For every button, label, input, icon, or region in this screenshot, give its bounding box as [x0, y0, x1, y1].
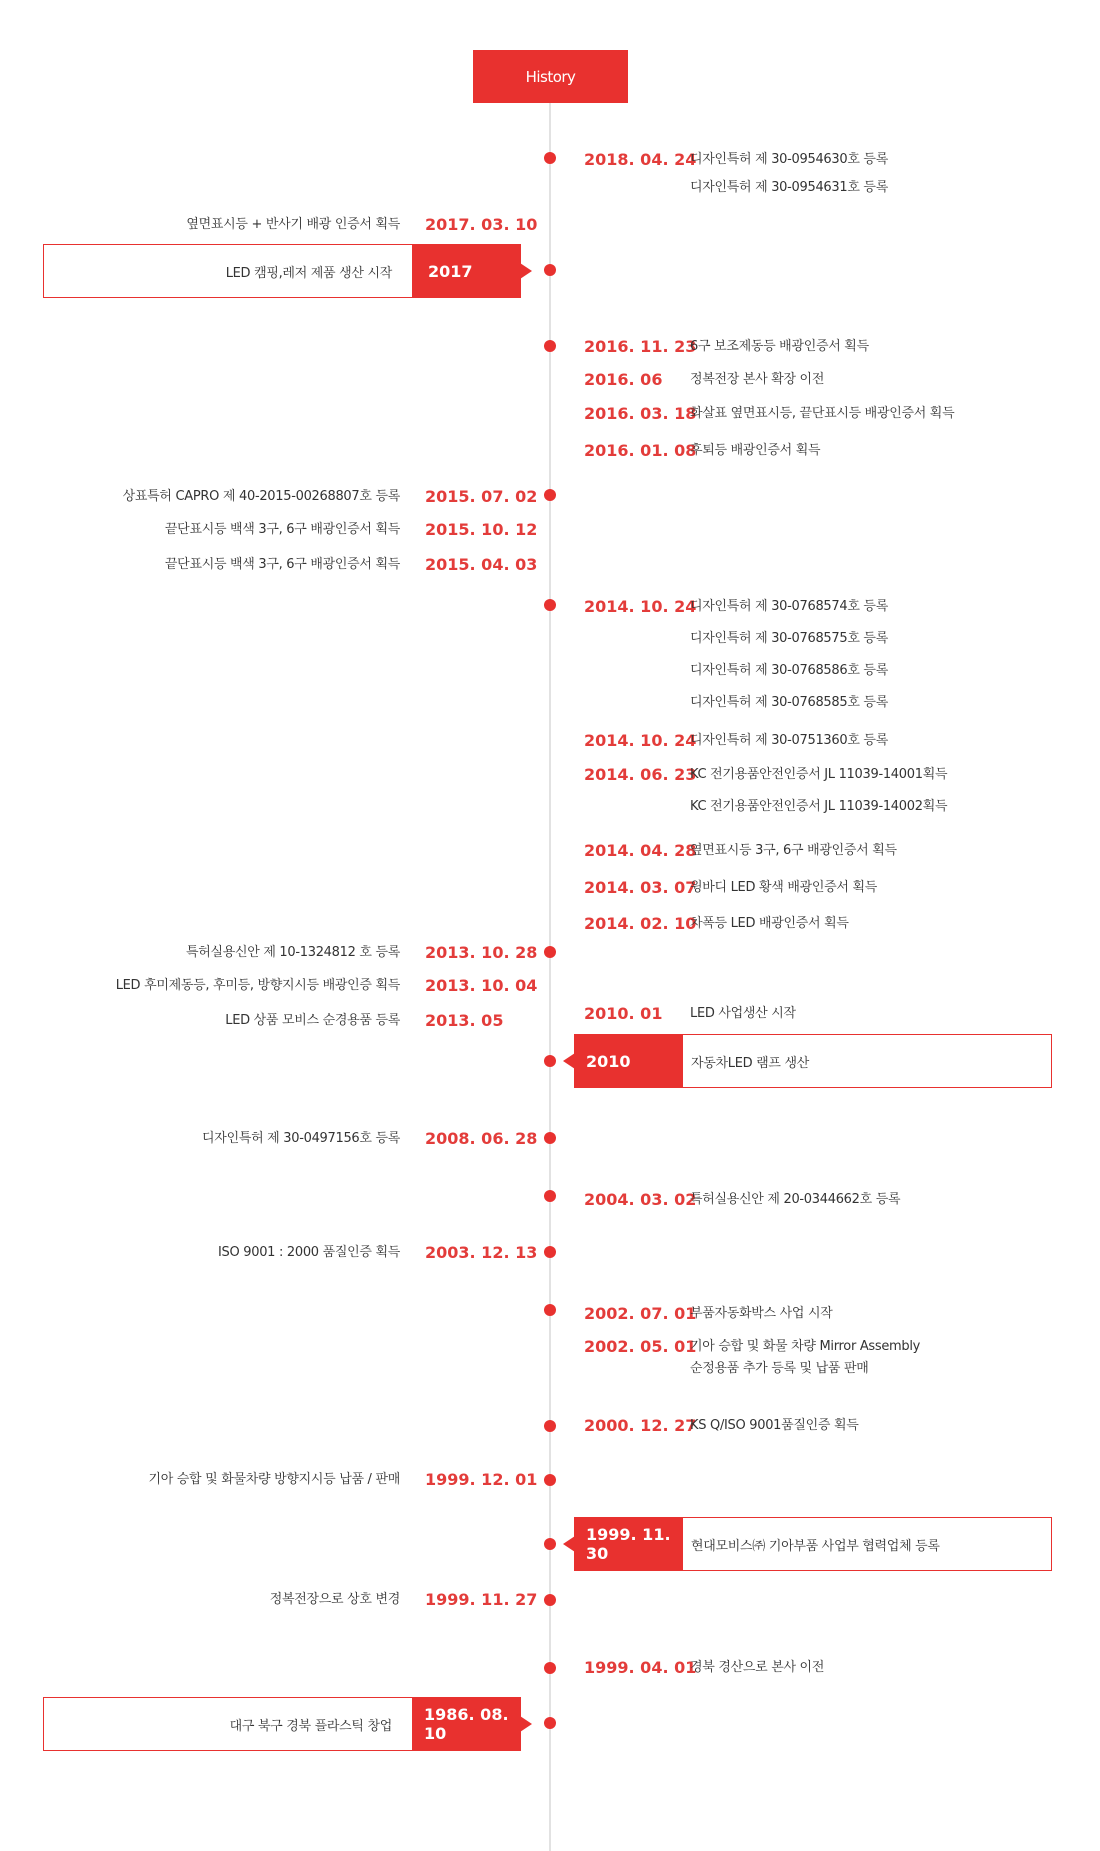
timeline-event-text: 기아 승합 및 화물 차량 Mirror Assembly [690, 1339, 921, 1354]
timeline-date: 2014. 03. 07 [584, 878, 697, 897]
timeline-event-text: 기아 승합 및 화물차량 방향지시등 납품 / 판매 [148, 1472, 400, 1487]
timeline-date: 2013. 05 [425, 1011, 504, 1030]
timeline-event-text: 특허실용신안 제 20-0344662호 등록 [690, 1192, 901, 1207]
timeline-date: 2010. 01 [584, 1004, 663, 1023]
timeline-event-text: 윙바디 LED 황색 배광인증서 획득 [690, 880, 877, 895]
timeline-dot [544, 1662, 556, 1674]
timeline-event-text: 화살표 옆면표시등, 끝단표시등 배광인증서 획득 [690, 406, 955, 421]
timeline-date: 1999. 11. 27 [425, 1590, 538, 1609]
timeline-date: 2017. 03. 10 [425, 215, 538, 234]
highlight-box-2017 [43, 244, 521, 298]
timeline-dot [544, 264, 556, 276]
timeline-date: 1999. 12. 01 [425, 1470, 538, 1489]
highlight-text: 대구 북구 경북 플라스틱 창업 [229, 1718, 392, 1734]
timeline-date: 2015. 07. 02 [425, 487, 538, 506]
timeline-event-text: LED 상품 모비스 순경용품 등록 [225, 1013, 400, 1028]
timeline-date: 2014. 10. 24 [584, 731, 697, 750]
highlight-box-1999 [574, 1517, 1052, 1571]
timeline-event-text: 디자인특허 제 30-0768574호 등록 [690, 599, 888, 614]
timeline-event-text: ISO 9001 : 2000 품질인증 획득 [218, 1245, 400, 1260]
timeline-dot [544, 1717, 556, 1729]
timeline-date: 2014. 02. 10 [584, 914, 697, 933]
timeline-dot [544, 1190, 556, 1202]
timeline-event-text: 끝단표시등 백색 3구, 6구 배광인증서 획득 [164, 522, 400, 537]
highlight-label: 2017 [412, 245, 520, 297]
timeline-event-text: 특허실용신안 제 10-1324812 호 등록 [185, 945, 400, 960]
timeline-dot [544, 1304, 556, 1316]
timeline-event-text: 6구 보조제동등 배광인증서 획득 [690, 339, 869, 354]
timeline-date: 2002. 05. 01 [584, 1337, 697, 1356]
highlight-label: 2010 [575, 1035, 683, 1087]
timeline-event-text: KS Q/ISO 9001품질인증 획득 [690, 1418, 859, 1433]
timeline-event-text: 옆면표시등 + 반사기 배광 인증서 획득 [186, 217, 400, 232]
timeline-event-text: 디자인특허 제 30-0768575호 등록 [690, 631, 888, 646]
timeline-dot [544, 1055, 556, 1067]
timeline-event-text: 정복전장으로 상호 변경 [269, 1592, 400, 1607]
timeline-event-text: 디자인특허 제 30-0768585호 등록 [690, 695, 888, 710]
timeline-dot [544, 599, 556, 611]
timeline-date: 2015. 10. 12 [425, 520, 538, 539]
timeline-dot [544, 1474, 556, 1486]
timeline-event-text: LED 후미제동등, 후미등, 방향지시등 배광인증 획득 [115, 978, 400, 993]
timeline-event-text: 상표특허 CAPRO 제 40-2015-00268807호 등록 [122, 489, 400, 504]
highlight-arrow [563, 1053, 575, 1069]
history-title-badge: History [473, 50, 628, 103]
highlight-label: 1999. 11. 30 [575, 1518, 683, 1570]
highlight-text: LED 캠핑,레저 제품 생산 시작 [225, 265, 392, 281]
timeline-dot [544, 1132, 556, 1144]
timeline-dot [544, 1246, 556, 1258]
timeline-dot [544, 340, 556, 352]
timeline-date: 2016. 03. 18 [584, 404, 697, 423]
highlight-text: 자동차LED 램프 생산 [691, 1055, 810, 1071]
timeline-event-text: 정복전장 본사 확장 이전 [690, 372, 825, 387]
timeline-date: 2003. 12. 13 [425, 1243, 538, 1262]
timeline-date: 2014. 06. 23 [584, 765, 697, 784]
timeline-event-text: 디자인특허 제 30-0954631호 등록 [690, 180, 888, 195]
timeline-event-text: 후퇴등 배광인증서 획득 [690, 443, 821, 458]
timeline-event-text: 순정용품 추가 등록 및 납품 판매 [690, 1361, 869, 1376]
timeline-date: 2014. 04. 28 [584, 841, 697, 860]
timeline-date: 1999. 04. 01 [584, 1658, 697, 1677]
timeline-event-text: KC 전기용품안전인증서 JL 11039-14001획득 [690, 767, 948, 782]
highlight-arrow [563, 1536, 575, 1552]
timeline-event-text: 디자인특허 제 30-0768586호 등록 [690, 663, 888, 678]
highlight-arrow [520, 263, 532, 279]
highlight-box-1986 [43, 1697, 521, 1751]
timeline-event-text: 디자인특허 제 30-0751360호 등록 [690, 733, 888, 748]
highlight-text: 현대모비스㈜ 기아부품 사업부 협력업체 등록 [691, 1538, 940, 1554]
timeline-dot [544, 1594, 556, 1606]
timeline-event-text: 디자인특허 제 30-0497156호 등록 [202, 1131, 400, 1146]
timeline-date: 2004. 03. 02 [584, 1190, 697, 1209]
timeline-event-text: 디자인특허 제 30-0954630호 등록 [690, 152, 888, 167]
timeline-date: 2018. 04. 24 [584, 150, 697, 169]
timeline-dot [544, 946, 556, 958]
timeline-event-text: 끝단표시등 백색 3구, 6구 배광인증서 획득 [164, 557, 400, 572]
timeline-date: 2016. 06 [584, 370, 663, 389]
timeline-event-text: KC 전기용품안전인증서 JL 11039-14002획득 [690, 799, 948, 814]
timeline-event-text: 옆면표시등 3구, 6구 배광인증서 획득 [690, 843, 897, 858]
timeline-date: 2008. 06. 28 [425, 1129, 538, 1148]
timeline-date: 2013. 10. 28 [425, 943, 538, 962]
timeline-event-text: LED 사업생산 시작 [690, 1006, 796, 1021]
highlight-box-2010 [574, 1034, 1052, 1088]
timeline-axis [549, 103, 551, 1851]
timeline-date: 2016. 01. 08 [584, 441, 697, 460]
timeline-event-text: 경북 경산으로 본사 이전 [690, 1660, 825, 1675]
timeline-date: 2000. 12. 27 [584, 1416, 697, 1435]
timeline-dot [544, 489, 556, 501]
timeline-date: 2013. 10. 04 [425, 976, 538, 995]
timeline-dot [544, 1538, 556, 1550]
highlight-label: 1986. 08. 10 [412, 1698, 520, 1750]
timeline-dot [544, 152, 556, 164]
timeline-date: 2002. 07. 01 [584, 1304, 697, 1323]
timeline-date: 2015. 04. 03 [425, 555, 538, 574]
timeline-event-text: 차폭등 LED 배광인증서 획득 [690, 916, 849, 931]
timeline-dot [544, 1420, 556, 1432]
timeline-date: 2016. 11. 23 [584, 337, 697, 356]
timeline-date: 2014. 10. 24 [584, 597, 697, 616]
timeline-event-text: 부품자동화박스 사업 시작 [690, 1306, 833, 1321]
highlight-arrow [520, 1716, 532, 1732]
